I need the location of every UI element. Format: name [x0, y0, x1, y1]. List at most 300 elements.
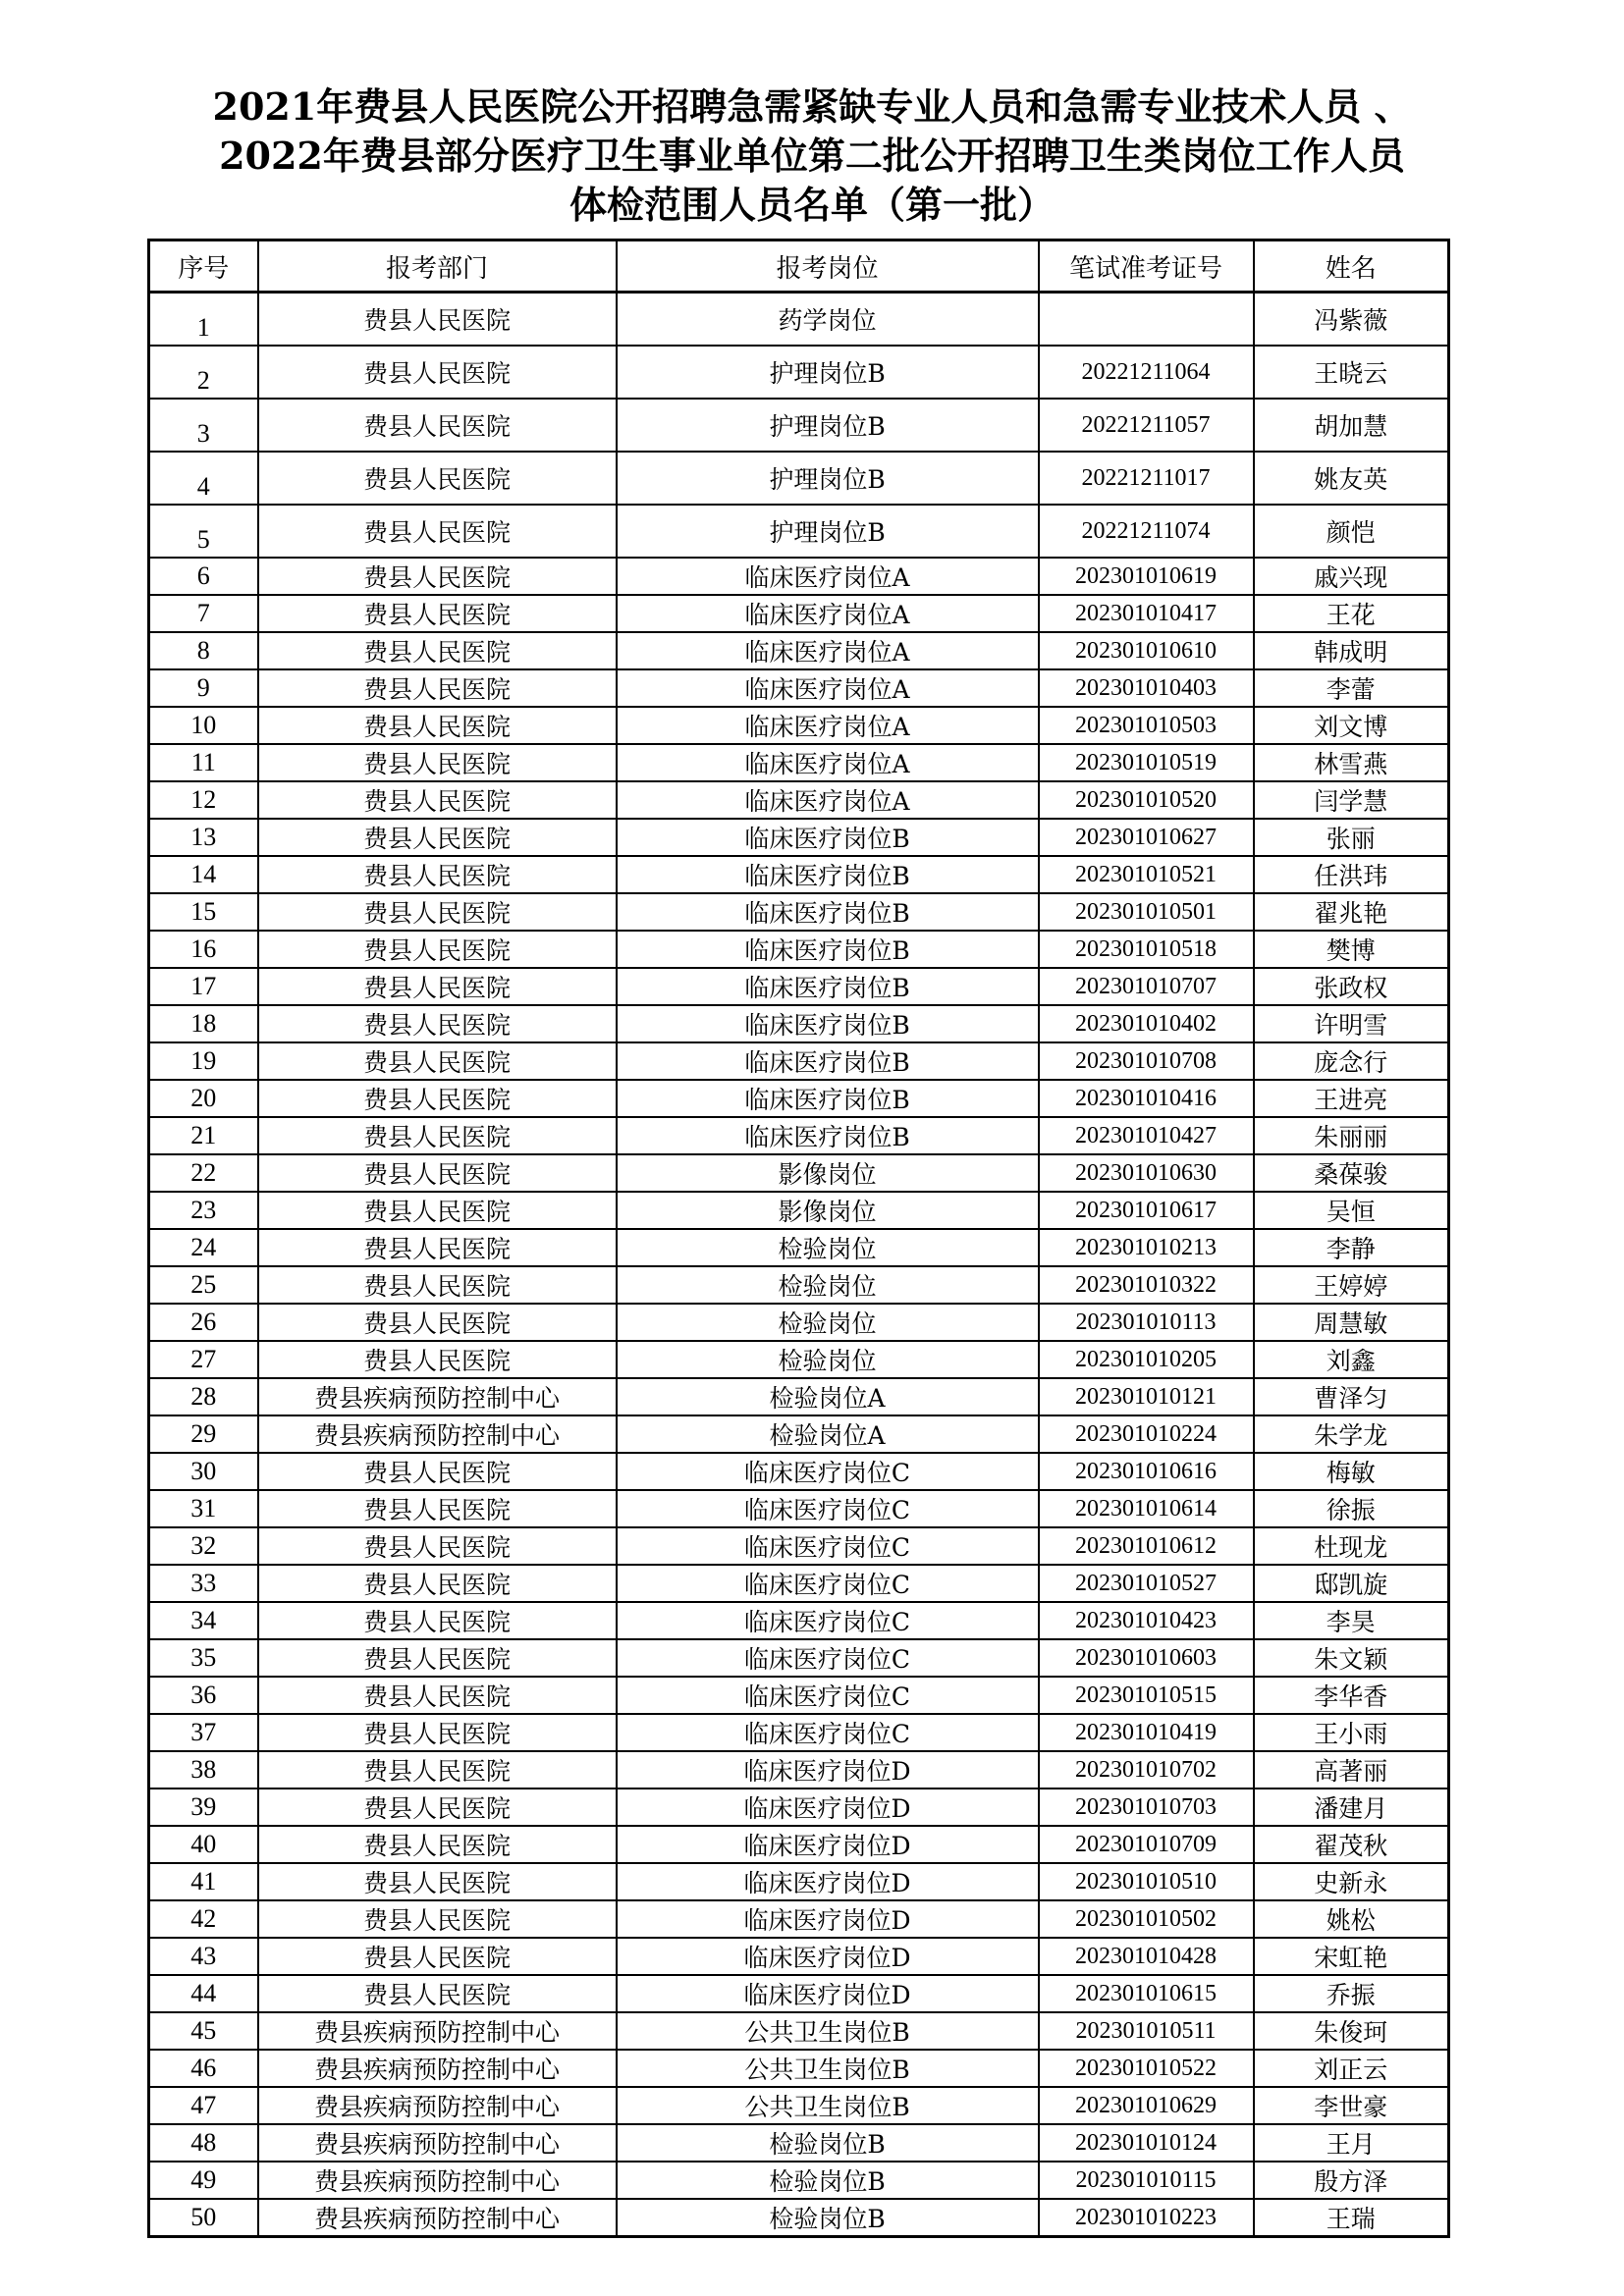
cell-exam-ticket-number: 202301010205: [1039, 1341, 1254, 1378]
cell-serial-number: 46: [149, 2050, 258, 2087]
cell-exam-ticket-number: 202301010322: [1039, 1266, 1254, 1304]
cell-department: 费县人民医院: [258, 1714, 617, 1751]
table-row: [149, 2162, 1449, 2199]
cell-name: 王进亮: [1254, 1080, 1449, 1117]
cell-name: 周慧敏: [1254, 1304, 1449, 1341]
cell-serial-number: 22: [149, 1154, 258, 1192]
cell-exam-ticket-number: 202301010527: [1039, 1565, 1254, 1602]
cell-serial-number: 5: [149, 505, 258, 558]
cell-name: 王小雨: [1254, 1714, 1449, 1751]
cell-name: 张政权: [1254, 968, 1449, 1005]
cell-exam-ticket-number: 202301010515: [1039, 1677, 1254, 1714]
header-serial-number: 序号: [149, 240, 258, 293]
cell-department: 费县人民医院: [258, 669, 617, 707]
cell-exam-ticket-number: 202301010224: [1039, 1415, 1254, 1453]
table-row: [149, 1266, 1449, 1304]
cell-exam-ticket-number: 202301010614: [1039, 1490, 1254, 1527]
table-row: [149, 1154, 1449, 1192]
cell-department: 费县人民医院: [258, 1677, 617, 1714]
cell-name: 王婷婷: [1254, 1266, 1449, 1304]
cell-name: 史新永: [1254, 1863, 1449, 1900]
cell-exam-ticket-number: 202301010702: [1039, 1751, 1254, 1789]
cell-serial-number: 4: [149, 452, 258, 505]
cell-name: 王瑞: [1254, 2199, 1449, 2237]
cell-position: 护理岗位B: [617, 346, 1039, 399]
cell-position: 临床医疗岗位B: [617, 819, 1039, 856]
cell-position: 护理岗位B: [617, 452, 1039, 505]
cell-serial-number: 7: [149, 595, 258, 632]
cell-position: 公共卫生岗位B: [617, 2050, 1039, 2087]
cell-position: 临床医疗岗位A: [617, 558, 1039, 595]
cell-name: 刘文博: [1254, 707, 1449, 744]
cell-exam-ticket-number: 202301010707: [1039, 968, 1254, 1005]
cell-name: 朱俊珂: [1254, 2012, 1449, 2050]
cell-position: 公共卫生岗位B: [617, 2087, 1039, 2124]
table-row: [149, 2199, 1449, 2237]
table-row: [149, 1900, 1449, 1938]
cell-department: 费县人民医院: [258, 1154, 617, 1192]
cell-position: 检验岗位: [617, 1266, 1039, 1304]
cell-department: 费县人民医院: [258, 595, 617, 632]
cell-department: 费县人民医院: [258, 1080, 617, 1117]
cell-name: 吴恒: [1254, 1192, 1449, 1229]
cell-serial-number: 14: [149, 856, 258, 893]
cell-serial-number: 17: [149, 968, 258, 1005]
cell-serial-number: 34: [149, 1602, 258, 1639]
cell-position: 检验岗位: [617, 1229, 1039, 1266]
cell-name: 颜恺: [1254, 505, 1449, 558]
cell-name: 朱学龙: [1254, 1415, 1449, 1453]
cell-position: 临床医疗岗位B: [617, 856, 1039, 893]
cell-serial-number: 8: [149, 632, 258, 669]
table-row: [149, 707, 1449, 744]
table-row: [149, 1490, 1449, 1527]
cell-serial-number: 18: [149, 1005, 258, 1042]
cell-exam-ticket-number: 202301010427: [1039, 1117, 1254, 1154]
cell-serial-number: 19: [149, 1042, 258, 1080]
table-row: [149, 1415, 1449, 1453]
cell-exam-ticket-number: 202301010709: [1039, 1826, 1254, 1863]
cell-name: 闫学慧: [1254, 781, 1449, 819]
cell-serial-number: 9: [149, 669, 258, 707]
cell-name: 王花: [1254, 595, 1449, 632]
cell-position: 临床医疗岗位B: [617, 1080, 1039, 1117]
cell-serial-number: 21: [149, 1117, 258, 1154]
cell-exam-ticket-number: 202301010428: [1039, 1938, 1254, 1975]
cell-department: 费县人民医院: [258, 1527, 617, 1565]
cell-exam-ticket-number: 202301010403: [1039, 669, 1254, 707]
cell-position: 临床医疗岗位A: [617, 595, 1039, 632]
table-row: [149, 632, 1449, 669]
cell-exam-ticket-number: 202301010615: [1039, 1975, 1254, 2012]
cell-position: 临床医疗岗位C: [617, 1677, 1039, 1714]
cell-department: 费县人民医院: [258, 1192, 617, 1229]
cell-exam-ticket-number: 202301010617: [1039, 1192, 1254, 1229]
cell-position: 临床医疗岗位D: [617, 1900, 1039, 1938]
cell-position: 临床医疗岗位D: [617, 1938, 1039, 1975]
cell-name: 殷方泽: [1254, 2162, 1449, 2199]
cell-serial-number: 38: [149, 1751, 258, 1789]
cell-position: 护理岗位B: [617, 505, 1039, 558]
cell-department: 费县人民医院: [258, 1826, 617, 1863]
cell-serial-number: 41: [149, 1863, 258, 1900]
cell-position: 临床医疗岗位D: [617, 1863, 1039, 1900]
cell-serial-number: 45: [149, 2012, 258, 2050]
cell-department: 费县人民医院: [258, 632, 617, 669]
cell-department: 费县人民医院: [258, 1789, 617, 1826]
table-row: [149, 346, 1449, 399]
cell-exam-ticket-number: 20221211064: [1039, 346, 1254, 399]
cell-name: 姚友英: [1254, 452, 1449, 505]
cell-name: 邸凯旋: [1254, 1565, 1449, 1602]
cell-position: 临床医疗岗位B: [617, 968, 1039, 1005]
cell-name: 樊博: [1254, 931, 1449, 968]
cell-serial-number: 12: [149, 781, 258, 819]
cell-position: 临床医疗岗位B: [617, 1042, 1039, 1080]
cell-serial-number: 13: [149, 819, 258, 856]
cell-exam-ticket-number: 202301010610: [1039, 632, 1254, 669]
cell-exam-ticket-number: 202301010510: [1039, 1863, 1254, 1900]
table-row: [149, 1863, 1449, 1900]
cell-position: 临床医疗岗位C: [617, 1453, 1039, 1490]
table-row: [149, 1042, 1449, 1080]
table-row: [149, 744, 1449, 781]
cell-exam-ticket-number: 202301010520: [1039, 781, 1254, 819]
table-row: [149, 1080, 1449, 1117]
table-row: [149, 968, 1449, 1005]
table-row: [149, 1677, 1449, 1714]
cell-department: 费县疾病预防控制中心: [258, 2087, 617, 2124]
cell-name: 庞念行: [1254, 1042, 1449, 1080]
table-row: [149, 1826, 1449, 1863]
table-row: [149, 1378, 1449, 1415]
cell-department: 费县疾病预防控制中心: [258, 1378, 617, 1415]
cell-department: 费县人民医院: [258, 1490, 617, 1527]
cell-serial-number: 36: [149, 1677, 258, 1714]
cell-department: 费县人民医院: [258, 505, 617, 558]
cell-serial-number: 48: [149, 2124, 258, 2162]
table-row: [149, 1602, 1449, 1639]
cell-position: 临床医疗岗位A: [617, 632, 1039, 669]
cell-department: 费县人民医院: [258, 1229, 617, 1266]
cell-serial-number: 39: [149, 1789, 258, 1826]
cell-exam-ticket-number: 202301010612: [1039, 1527, 1254, 1565]
cell-name: 李静: [1254, 1229, 1449, 1266]
cell-serial-number: 24: [149, 1229, 258, 1266]
cell-serial-number: 35: [149, 1639, 258, 1677]
table-row: [149, 1453, 1449, 1490]
cell-exam-ticket-number: 202301010511: [1039, 2012, 1254, 2050]
cell-name: 李华香: [1254, 1677, 1449, 1714]
table-row: [149, 452, 1449, 505]
cell-department: 费县人民医院: [258, 1453, 617, 1490]
cell-department: 费县人民医院: [258, 1751, 617, 1789]
cell-exam-ticket-number: 202301010223: [1039, 2199, 1254, 2237]
cell-position: 临床医疗岗位C: [617, 1714, 1039, 1751]
table-row: [149, 856, 1449, 893]
cell-department: 费县人民医院: [258, 893, 617, 931]
cell-serial-number: 15: [149, 893, 258, 931]
cell-position: 临床医疗岗位A: [617, 781, 1039, 819]
cell-serial-number: 49: [149, 2162, 258, 2199]
cell-exam-ticket-number: 202301010503: [1039, 707, 1254, 744]
cell-position: 检验岗位B: [617, 2162, 1039, 2199]
table-row: [149, 1304, 1449, 1341]
cell-department: 费县疾病预防控制中心: [258, 2199, 617, 2237]
table-row: [149, 1527, 1449, 1565]
cell-exam-ticket-number: 202301010616: [1039, 1453, 1254, 1490]
cell-serial-number: 31: [149, 1490, 258, 1527]
cell-serial-number: 29: [149, 1415, 258, 1453]
table-header-row: [149, 240, 1449, 293]
cell-serial-number: 43: [149, 1938, 258, 1975]
table-row: [149, 1565, 1449, 1602]
table-row: [149, 893, 1449, 931]
title-line-1: 2021年费县人民医院公开招聘急需紧缺专业人员和急需专业技术人员 、: [212, 84, 1412, 129]
cell-exam-ticket-number: 202301010417: [1039, 595, 1254, 632]
table-row: [149, 1938, 1449, 1975]
cell-name: 杜现龙: [1254, 1527, 1449, 1565]
table-row: [149, 1751, 1449, 1789]
cell-department: 费县疾病预防控制中心: [258, 1415, 617, 1453]
header-department: 报考部门: [258, 240, 617, 293]
cell-position: 检验岗位B: [617, 2199, 1039, 2237]
table-row: [149, 558, 1449, 595]
cell-exam-ticket-number: 202301010518: [1039, 931, 1254, 968]
cell-name: 高著丽: [1254, 1751, 1449, 1789]
cell-department: 费县疾病预防控制中心: [258, 2124, 617, 2162]
cell-department: 费县人民医院: [258, 1304, 617, 1341]
cell-exam-ticket-number: 202301010629: [1039, 2087, 1254, 2124]
cell-serial-number: 40: [149, 1826, 258, 1863]
cell-department: 费县人民医院: [258, 707, 617, 744]
cell-exam-ticket-number: 202301010521: [1039, 856, 1254, 893]
cell-department: 费县人民医院: [258, 1863, 617, 1900]
cell-position: 检验岗位: [617, 1341, 1039, 1378]
cell-exam-ticket-number: 202301010213: [1039, 1229, 1254, 1266]
cell-serial-number: 28: [149, 1378, 258, 1415]
cell-exam-ticket-number: 202301010603: [1039, 1639, 1254, 1677]
cell-position: 临床医疗岗位A: [617, 744, 1039, 781]
cell-exam-ticket-number: 202301010419: [1039, 1714, 1254, 1751]
cell-name: 刘鑫: [1254, 1341, 1449, 1378]
cell-name: 翟茂秋: [1254, 1826, 1449, 1863]
cell-position: 临床医疗岗位D: [617, 1975, 1039, 2012]
cell-department: 费县人民医院: [258, 1975, 617, 2012]
cell-serial-number: 26: [149, 1304, 258, 1341]
cell-name: 姚松: [1254, 1900, 1449, 1938]
cell-serial-number: 30: [149, 1453, 258, 1490]
cell-name: 乔振: [1254, 1975, 1449, 2012]
cell-exam-ticket-number: 202301010115: [1039, 2162, 1254, 2199]
table-row: [149, 669, 1449, 707]
cell-department: 费县人民医院: [258, 1900, 617, 1938]
cell-position: 临床医疗岗位C: [617, 1639, 1039, 1677]
cell-department: 费县人民医院: [258, 1565, 617, 1602]
cell-serial-number: 20: [149, 1080, 258, 1117]
cell-exam-ticket-number: [1039, 293, 1254, 347]
table-row: [149, 1341, 1449, 1378]
cell-name: 徐振: [1254, 1490, 1449, 1527]
cell-exam-ticket-number: 202301010502: [1039, 1900, 1254, 1938]
cell-department: 费县人民医院: [258, 399, 617, 452]
cell-department: 费县人民医院: [258, 819, 617, 856]
table-row: [149, 399, 1449, 452]
cell-serial-number: 11: [149, 744, 258, 781]
cell-position: 药学岗位: [617, 293, 1039, 347]
cell-exam-ticket-number: 202301010121: [1039, 1378, 1254, 1415]
cell-exam-ticket-number: 20221211074: [1039, 505, 1254, 558]
cell-department: 费县人民医院: [258, 558, 617, 595]
cell-serial-number: 33: [149, 1565, 258, 1602]
cell-serial-number: 1: [149, 293, 258, 347]
cell-serial-number: 2: [149, 346, 258, 399]
cell-department: 费县人民医院: [258, 1602, 617, 1639]
cell-exam-ticket-number: 202301010630: [1039, 1154, 1254, 1192]
cell-position: 检验岗位A: [617, 1378, 1039, 1415]
cell-exam-ticket-number: 202301010416: [1039, 1080, 1254, 1117]
cell-department: 费县人民医院: [258, 1042, 617, 1080]
cell-name: 潘建月: [1254, 1789, 1449, 1826]
cell-department: 费县人民医院: [258, 1938, 617, 1975]
cell-serial-number: 25: [149, 1266, 258, 1304]
cell-position: 检验岗位: [617, 1304, 1039, 1341]
cell-exam-ticket-number: 202301010703: [1039, 1789, 1254, 1826]
cell-position: 护理岗位B: [617, 399, 1039, 452]
cell-serial-number: 44: [149, 1975, 258, 2012]
cell-position: 检验岗位A: [617, 1415, 1039, 1453]
cell-department: 费县人民医院: [258, 1266, 617, 1304]
table-row: [149, 1005, 1449, 1042]
header-exam-ticket-number: 笔试准考证号: [1039, 240, 1254, 293]
title-line-2: 2022年费县部分医疗卫生事业单位第二批公开招聘卫生类岗位工作人员: [219, 133, 1405, 178]
cell-name: 刘正云: [1254, 2050, 1449, 2087]
cell-exam-ticket-number: 202301010619: [1039, 558, 1254, 595]
cell-exam-ticket-number: 202301010708: [1039, 1042, 1254, 1080]
cell-position: 临床医疗岗位A: [617, 707, 1039, 744]
cell-name: 张丽: [1254, 819, 1449, 856]
cell-name: 李世豪: [1254, 2087, 1449, 2124]
cell-name: 冯紫薇: [1254, 293, 1449, 347]
cell-serial-number: 50: [149, 2199, 258, 2237]
cell-position: 临床医疗岗位C: [617, 1565, 1039, 1602]
cell-exam-ticket-number: 202301010113: [1039, 1304, 1254, 1341]
cell-name: 曹泽匀: [1254, 1378, 1449, 1415]
cell-department: 费县疾病预防控制中心: [258, 2012, 617, 2050]
header-name: 姓名: [1254, 240, 1449, 293]
cell-department: 费县人民医院: [258, 931, 617, 968]
table-row: [149, 931, 1449, 968]
cell-department: 费县疾病预防控制中心: [258, 2050, 617, 2087]
cell-position: 公共卫生岗位B: [617, 2012, 1039, 2050]
table-row: [149, 819, 1449, 856]
cell-name: 宋虹艳: [1254, 1938, 1449, 1975]
cell-position: 临床医疗岗位D: [617, 1789, 1039, 1826]
cell-name: 朱文颖: [1254, 1639, 1449, 1677]
cell-position: 临床医疗岗位B: [617, 931, 1039, 968]
cell-position: 临床医疗岗位C: [617, 1602, 1039, 1639]
cell-exam-ticket-number: 202301010522: [1039, 2050, 1254, 2087]
cell-exam-ticket-number: 202301010124: [1039, 2124, 1254, 2162]
cell-serial-number: 23: [149, 1192, 258, 1229]
cell-department: 费县人民医院: [258, 781, 617, 819]
table-row: [149, 2050, 1449, 2087]
cell-position: 影像岗位: [617, 1192, 1039, 1229]
header-position: 报考岗位: [617, 240, 1039, 293]
table-body: [149, 293, 1449, 2237]
cell-exam-ticket-number: 202301010627: [1039, 819, 1254, 856]
table-row: [149, 1192, 1449, 1229]
cell-serial-number: 6: [149, 558, 258, 595]
cell-exam-ticket-number: 20221211017: [1039, 452, 1254, 505]
cell-serial-number: 37: [149, 1714, 258, 1751]
cell-serial-number: 42: [149, 1900, 258, 1938]
cell-name: 韩成明: [1254, 632, 1449, 669]
table-row: [149, 1229, 1449, 1266]
table-row: [149, 1789, 1449, 1826]
cell-exam-ticket-number: 202301010402: [1039, 1005, 1254, 1042]
cell-name: 林雪燕: [1254, 744, 1449, 781]
cell-name: 梅敏: [1254, 1453, 1449, 1490]
cell-position: 临床医疗岗位B: [617, 1005, 1039, 1042]
table-row: [149, 2087, 1449, 2124]
cell-department: 费县人民医院: [258, 346, 617, 399]
cell-name: 许明雪: [1254, 1005, 1449, 1042]
cell-name: 戚兴现: [1254, 558, 1449, 595]
cell-position: 临床医疗岗位B: [617, 893, 1039, 931]
cell-serial-number: 47: [149, 2087, 258, 2124]
cell-department: 费县人民医院: [258, 452, 617, 505]
cell-position: 检验岗位B: [617, 2124, 1039, 2162]
cell-department: 费县人民医院: [258, 744, 617, 781]
table-row: [149, 505, 1449, 558]
table-row: [149, 293, 1449, 347]
cell-position: 影像岗位: [617, 1154, 1039, 1192]
cell-department: 费县人民医院: [258, 968, 617, 1005]
cell-department: 费县人民医院: [258, 1117, 617, 1154]
cell-name: 李蕾: [1254, 669, 1449, 707]
cell-name: 王月: [1254, 2124, 1449, 2162]
cell-name: 朱丽丽: [1254, 1117, 1449, 1154]
cell-serial-number: 10: [149, 707, 258, 744]
cell-exam-ticket-number: 202301010501: [1039, 893, 1254, 931]
cell-department: 费县人民医院: [258, 1639, 617, 1677]
table-row: [149, 781, 1449, 819]
cell-position: 临床医疗岗位D: [617, 1826, 1039, 1863]
cell-name: 胡加慧: [1254, 399, 1449, 452]
cell-serial-number: 16: [149, 931, 258, 968]
cell-position: 临床医疗岗位D: [617, 1751, 1039, 1789]
cell-exam-ticket-number: 20221211057: [1039, 399, 1254, 452]
cell-name: 李昊: [1254, 1602, 1449, 1639]
table-row: [149, 595, 1449, 632]
cell-name: 桑葆骏: [1254, 1154, 1449, 1192]
cell-position: 临床医疗岗位C: [617, 1490, 1039, 1527]
cell-name: 翟兆艳: [1254, 893, 1449, 931]
cell-position: 临床医疗岗位C: [617, 1527, 1039, 1565]
cell-serial-number: 32: [149, 1527, 258, 1565]
document-title: [0, 82, 1624, 230]
table-row: [149, 1117, 1449, 1154]
cell-department: 费县人民医院: [258, 1341, 617, 1378]
cell-department: 费县人民医院: [258, 293, 617, 347]
table-row: [149, 1639, 1449, 1677]
cell-department: 费县人民医院: [258, 856, 617, 893]
cell-exam-ticket-number: 202301010519: [1039, 744, 1254, 781]
cell-position: 临床医疗岗位A: [617, 669, 1039, 707]
cell-serial-number: 27: [149, 1341, 258, 1378]
cell-serial-number: 3: [149, 399, 258, 452]
